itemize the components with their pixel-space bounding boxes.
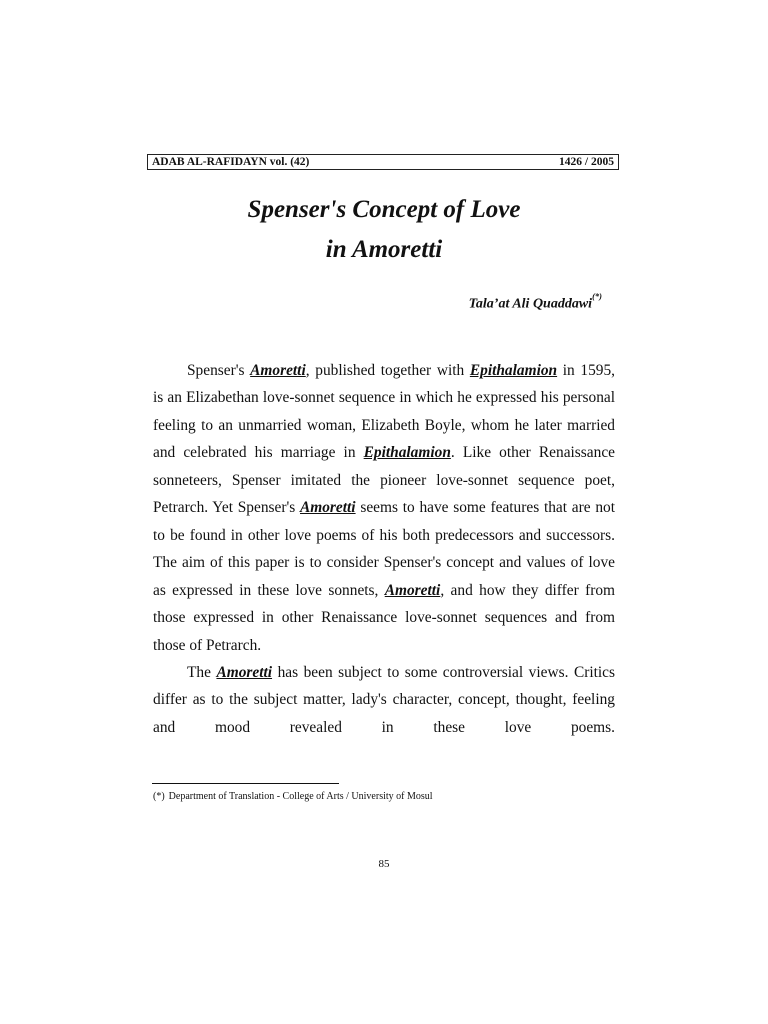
author-line <box>469 289 602 315</box>
p1-text: Spenser's <box>187 362 251 379</box>
p1-emphasis-amoretti: Amoretti <box>250 362 306 379</box>
page-number: 85 <box>378 858 390 870</box>
author-note-marker: (*) <box>592 291 602 301</box>
footnote-marker: (*) <box>153 791 165 802</box>
paragraph-2 <box>153 659 615 741</box>
footnote-text: Department of Translation - College of Arts / University of Mosul <box>168 791 433 802</box>
p1-text: , and how they differ from those expressed in other Renaissance love-sonnet sequences and from those of Petrarch. <box>153 581 615 654</box>
article-body <box>153 357 615 741</box>
p1-emphasis-amoretti: Amoretti <box>300 499 356 517</box>
author-name: Tala’at Ali Quaddawi <box>468 296 593 312</box>
p1-text: . Like other Renaissance sonneteers, Spenser imitated the pioneer love-sonnet sequence poet, Petrarch. Yet Spenser's <box>153 444 615 517</box>
p2-text: has been subject to some controversial views. Critics differ as to the subject matter, lady's character, concept, thought, feeling and mood revealed in these love poems. <box>153 663 615 736</box>
article-title-line-2: in Amoretti <box>325 236 443 263</box>
p1-text: , published together with <box>305 362 470 379</box>
footnote-divider <box>152 783 339 784</box>
p2-emphasis-amoretti: Amoretti <box>216 663 273 681</box>
footnote <box>153 790 433 804</box>
p1-emphasis-epithalamion: Epithalamion <box>469 362 558 379</box>
paragraph-1 <box>153 357 615 659</box>
p1-text: in 1595, is an Elizabethan love-sonnet sequence in which he expressed his personal feeling to an unmarried woman, Elizabeth Boyle, whom he later married and celebrated his marriage in <box>153 362 616 462</box>
p1-emphasis-amoretti: Amoretti <box>384 581 441 599</box>
journal-name: ADAB AL-RAFIDAYN vol. (42) <box>152 156 310 168</box>
article-title-line-1: Spenser's Concept of Love <box>247 196 521 223</box>
journal-date: 1426 / 2005 <box>559 156 614 168</box>
p1-emphasis-epithalamion: Epithalamion <box>363 444 451 462</box>
p1-text: seems to have some features that are not to be found in other love poems of his both predecessors and successors. The aim of this paper is to consider Spenser's concept and values of love as expressed in these love sonnets, <box>153 499 615 599</box>
journal-header <box>147 154 619 170</box>
p2-text: The <box>187 663 217 681</box>
